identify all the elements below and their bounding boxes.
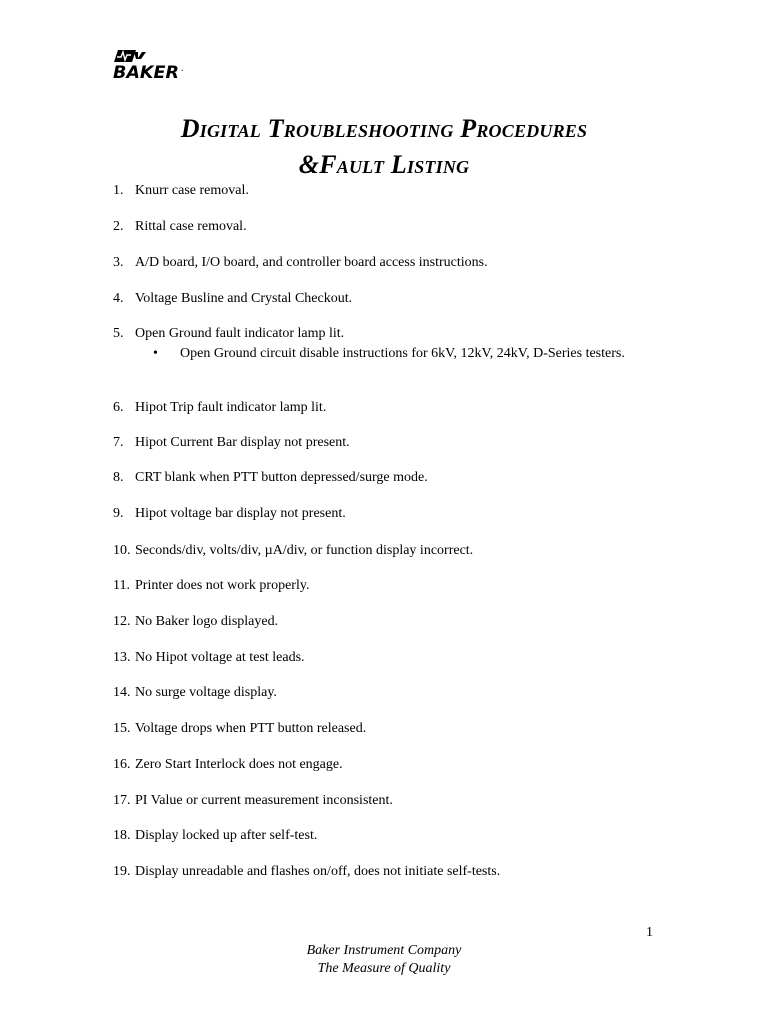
page-number: 1: [646, 925, 653, 940]
list-item: [113, 720, 366, 738]
list-item: [113, 792, 393, 810]
item-number: 17.: [113, 793, 131, 808]
item-text: Hipot voltage bar display not present.: [135, 506, 346, 521]
item-number: 8.: [113, 470, 124, 485]
item-text: Zero Start Interlock does not engage.: [135, 757, 343, 772]
sub-bullet-text: Open Ground circuit disable instructions for 6kV, 12kV, 24kV, D-Series testers.: [180, 346, 625, 361]
list-item: [113, 613, 278, 631]
list-item: [113, 182, 249, 200]
item-number: 12.: [113, 614, 131, 629]
item-text: Voltage Busline and Crystal Checkout.: [135, 291, 353, 306]
item-text: Open Ground fault indicator lamp lit.: [135, 326, 345, 341]
baker-logo: [112, 46, 188, 80]
item-text: No surge voltage display.: [135, 685, 277, 700]
item-number: 13.: [113, 650, 131, 665]
footer-tagline: The Measure of Quality: [317, 961, 451, 976]
item-text: No Baker logo displayed.: [135, 614, 279, 629]
footer-company: Baker Instrument Company: [306, 943, 462, 958]
item-text: Voltage drops when PTT button released.: [135, 721, 367, 736]
item-number: 11.: [113, 578, 130, 593]
item-text: Seconds/div, volts/div, µA/div, or function display incorrect.: [135, 543, 474, 558]
item-text: A/D board, I/O board, and controller board access instructions.: [135, 255, 488, 270]
svg-text:•: •: [181, 68, 184, 73]
list-item: [113, 218, 247, 236]
item-text: Knurr case removal.: [135, 183, 249, 198]
bullet-icon: •: [153, 346, 158, 361]
list-item: [113, 290, 352, 308]
list-item: [113, 505, 346, 523]
item-number: 14.: [113, 685, 131, 700]
item-text: CRT blank when PTT button depressed/surge mode.: [135, 470, 428, 485]
list-item: [113, 469, 428, 487]
sub-bullet-item: [153, 345, 629, 363]
item-number: 18.: [113, 828, 131, 843]
document-title-line-1: Digital Troubleshooting Procedures: [180, 114, 588, 143]
item-number: 1.: [113, 183, 124, 198]
item-number: 9.: [113, 506, 124, 521]
item-number: 2.: [113, 219, 124, 234]
item-number: 5.: [113, 326, 124, 341]
list-item: [113, 542, 473, 560]
item-text: Display locked up after self-test.: [135, 828, 318, 843]
item-number: 6.: [113, 400, 124, 415]
list-item: [113, 756, 343, 774]
list-item: [113, 325, 344, 343]
item-text: Rittal case removal.: [135, 219, 247, 234]
list-item: [113, 863, 500, 881]
svg-text:BAKER: BAKER: [113, 63, 179, 80]
list-item: [113, 434, 350, 452]
item-number: 19.: [113, 864, 131, 879]
item-number: 16.: [113, 757, 131, 772]
item-number: 10.: [113, 543, 131, 558]
item-text: Display unreadable and flashes on/off, does not initiate self-tests.: [135, 864, 501, 879]
list-item: [113, 684, 277, 702]
item-text: Hipot Trip fault indicator lamp lit.: [135, 400, 327, 415]
item-text: No Hipot voltage at test leads.: [135, 650, 305, 665]
item-number: 7.: [113, 435, 124, 450]
list-item: [113, 577, 309, 595]
item-number: 15.: [113, 721, 131, 736]
list-item: [113, 827, 317, 845]
list-item: [113, 399, 326, 417]
item-number: 3.: [113, 255, 124, 270]
list-item: [113, 254, 488, 272]
document-title-line-2: &Fault Listing: [298, 150, 470, 179]
item-text: PI Value or current measurement inconsistent.: [135, 793, 393, 808]
list-item: [113, 649, 305, 667]
item-text: Printer does not work properly.: [135, 578, 310, 593]
item-text: Hipot Current Bar display not present.: [135, 435, 350, 450]
item-number: 4.: [113, 291, 124, 306]
